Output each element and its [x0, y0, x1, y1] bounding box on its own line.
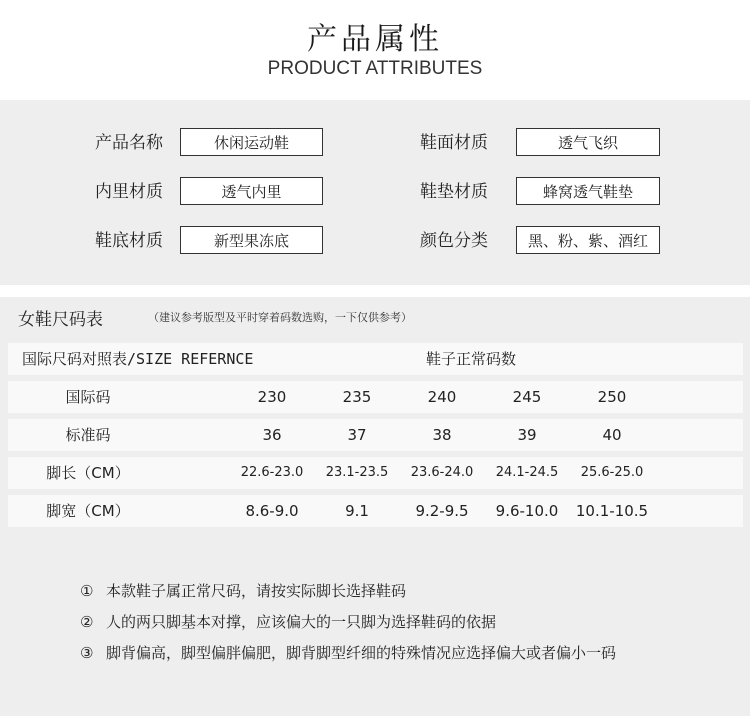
note-number: ③ — [80, 644, 94, 662]
attributes-panel — [0, 100, 750, 285]
attr-value-color: 黑、粉、紫、酒红 — [516, 226, 660, 254]
attr-label-lining: 内里材质 — [95, 182, 163, 202]
size-chart-panel — [0, 297, 750, 716]
table-cell: 9.1 — [345, 502, 369, 520]
table-cell: 9.6-10.0 — [495, 502, 559, 520]
size-table-header-left: 国际尺码对照表/SIZE REFERNCE — [22, 350, 254, 368]
table-cell: 25.6-25.0 — [580, 465, 644, 480]
size-table-header-right: 鞋子正常码数 — [426, 350, 517, 368]
row-label: 国际码 — [65, 388, 111, 406]
table-cell: 250 — [597, 388, 627, 406]
note-text: 脚背偏高，脚型偏胖偏肥，脚背脚型纤细的特殊情况应选择偏大或者偏小一码 — [106, 644, 617, 662]
table-cell: 23.1-23.5 — [325, 465, 389, 480]
size-chart-note: （建议参考版型及平时穿着码数选购，一下仅供参考） — [148, 311, 412, 324]
attr-label-insole: 鞋垫材质 — [420, 182, 488, 202]
row-label: 脚宽（CM） — [46, 502, 130, 520]
section-divider — [0, 285, 750, 297]
note-item — [80, 611, 496, 632]
table-cell: 37 — [347, 426, 367, 444]
table-row — [8, 495, 743, 527]
size-table-header — [8, 343, 743, 375]
attr-value-insole: 蜂窝透气鞋垫 — [516, 177, 660, 205]
table-cell: 24.1-24.5 — [495, 465, 559, 480]
table-row — [8, 419, 743, 451]
table-cell: 38 — [432, 426, 452, 444]
page-title: 产品属性 — [307, 22, 443, 57]
table-cell: 245 — [512, 388, 542, 406]
row-label: 脚长（CM） — [46, 464, 130, 482]
table-cell: 230 — [257, 388, 287, 406]
table-cell: 10.1-10.5 — [575, 502, 649, 520]
note-text: 人的两只脚基本对撑，应该偏大的一只脚为选择鞋码的依据 — [106, 613, 497, 631]
table-cell: 235 — [342, 388, 372, 406]
note-text: 本款鞋子属正常尺码，请按实际脚长选择鞋码 — [106, 582, 407, 600]
table-cell: 240 — [427, 388, 457, 406]
note-item — [80, 642, 616, 663]
page-subtitle: PRODUCT ATTRIBUTES — [267, 58, 483, 79]
attr-label-color: 颜色分类 — [420, 231, 488, 251]
attr-value-lining: 透气内里 — [180, 177, 323, 205]
attr-label-sole: 鞋底材质 — [95, 231, 163, 251]
table-cell: 39 — [517, 426, 537, 444]
attr-value-product-name: 休闲运动鞋 — [180, 128, 323, 156]
table-cell: 22.6-23.0 — [240, 465, 304, 480]
attr-label-product-name: 产品名称 — [95, 133, 163, 153]
row-label: 标准码 — [65, 426, 111, 444]
attr-value-upper: 透气飞织 — [516, 128, 660, 156]
note-number: ① — [80, 582, 94, 600]
attr-value-sole: 新型果冻底 — [180, 226, 323, 254]
attr-label-upper: 鞋面材质 — [420, 133, 488, 153]
table-cell: 9.2-9.5 — [415, 502, 469, 520]
size-chart-title: 女鞋尺码表 — [18, 310, 103, 330]
note-item — [80, 580, 406, 601]
table-cell: 40 — [602, 426, 622, 444]
table-row — [8, 457, 743, 489]
page-header — [0, 0, 750, 100]
table-cell: 36 — [262, 426, 282, 444]
note-number: ② — [80, 613, 94, 631]
table-cell: 23.6-24.0 — [410, 465, 474, 480]
table-cell: 8.6-9.0 — [245, 502, 299, 520]
table-row — [8, 381, 743, 413]
